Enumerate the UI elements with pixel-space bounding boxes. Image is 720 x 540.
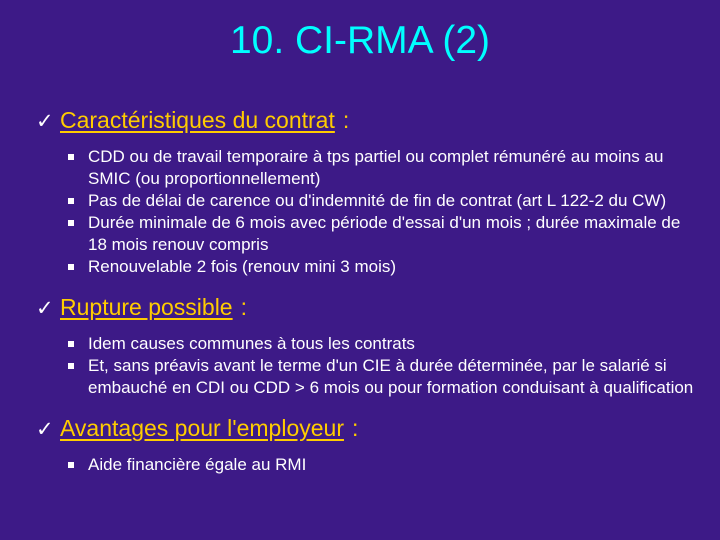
list-item xyxy=(66,355,694,399)
checkmark-icon: ✓ xyxy=(36,417,54,441)
heading-colon: : xyxy=(342,107,350,133)
section-heading-text: Rupture possible xyxy=(60,294,233,320)
list-item xyxy=(66,256,694,278)
section-heading-text: Caractéristiques du contrat xyxy=(60,107,335,133)
section-heading-text: Avantages pour l'employeur xyxy=(60,415,344,441)
slide-content xyxy=(36,105,696,490)
section-advantages xyxy=(36,413,696,476)
list-item-text: Durée minimale de 6 mois avec période d'essai d'un mois ; durée maximale de 18 mois renouv compris xyxy=(88,213,681,254)
square-bullet-icon xyxy=(68,462,74,468)
checkmark-icon: ✓ xyxy=(36,296,54,320)
list-item-text: Renouvelable 2 fois (renouv mini 3 mois) xyxy=(88,257,397,276)
section-characteristics xyxy=(36,105,696,278)
bullet-list xyxy=(36,454,696,476)
section-heading xyxy=(36,413,696,444)
checkmark-icon: ✓ xyxy=(36,109,54,133)
section-heading xyxy=(36,292,696,323)
square-bullet-icon xyxy=(68,341,74,347)
list-item-text: CDD ou de travail temporaire à tps partiel ou complet rémunéré au moins au SMIC (ou proportionnellement) xyxy=(88,147,664,188)
slide-title: 10. CI-RMA (2) xyxy=(229,19,491,62)
list-item xyxy=(66,190,694,212)
list-item-text: Idem causes communes à tous les contrats xyxy=(88,334,415,353)
list-item xyxy=(66,454,694,476)
list-item xyxy=(66,146,694,190)
bullet-list xyxy=(36,146,696,278)
section-heading xyxy=(36,105,696,136)
heading-colon: : xyxy=(351,415,359,441)
list-item xyxy=(66,333,694,355)
list-item xyxy=(66,212,694,256)
section-rupture xyxy=(36,292,696,399)
heading-colon: : xyxy=(240,294,247,320)
list-item-text: Pas de délai de carence ou d'indemnité de fin de contrat (art L 122-2 du CW) xyxy=(88,191,667,210)
square-bullet-icon xyxy=(68,363,74,369)
square-bullet-icon xyxy=(68,264,74,270)
list-item-text: Aide financière égale au RMI xyxy=(88,455,307,474)
square-bullet-icon xyxy=(68,220,74,226)
square-bullet-icon xyxy=(68,198,74,204)
square-bullet-icon xyxy=(68,154,74,160)
bullet-list xyxy=(36,333,696,399)
list-item-text: Et, sans préavis avant le terme d'un CIE à durée déterminée, par le salarié si embauché en CDI ou CDD > 6 mois ou pour formation conduisant à qualification xyxy=(88,356,694,397)
